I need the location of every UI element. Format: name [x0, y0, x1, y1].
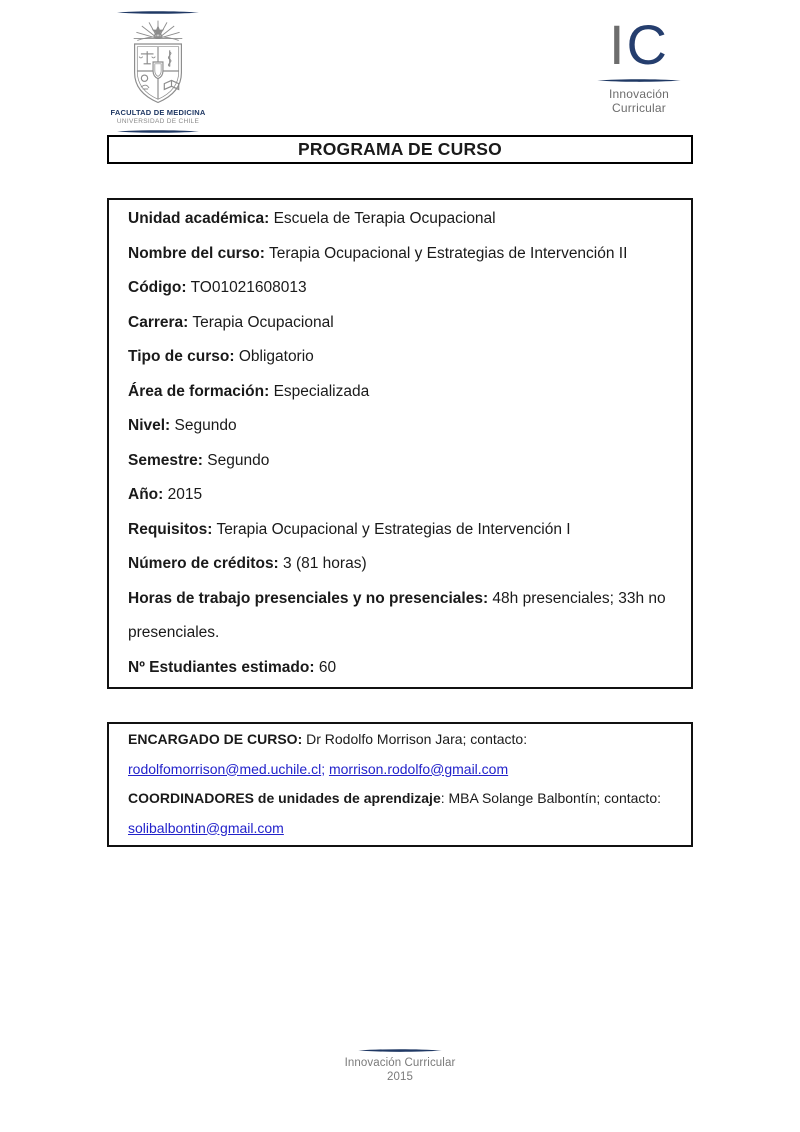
ic-monogram	[583, 13, 695, 76]
ic-letter-c: C	[626, 13, 669, 76]
field-label: Año:	[128, 486, 164, 503]
document-title-box	[107, 135, 693, 164]
email-link-rodolfomorrison[interactable]: rodolfomorrison@med.uchile.cl	[128, 760, 322, 777]
row-horas-de-trabajo	[128, 582, 675, 651]
field-label: Nivel:	[128, 417, 171, 434]
email-separator: ;	[321, 760, 326, 777]
row-semestre	[128, 444, 675, 479]
row-carrera	[128, 306, 675, 341]
field-label: Carrera:	[128, 313, 189, 331]
university-crest-icon	[126, 17, 190, 107]
faculty-logo	[108, 10, 208, 134]
staff-info-box	[107, 722, 693, 847]
encargado-line	[128, 725, 675, 755]
field-label: Horas de trabajo presenciales y no presenciales:	[128, 589, 489, 607]
field-value: Obligatorio	[238, 348, 314, 365]
field-value: Segundo	[174, 417, 237, 434]
field-label: Semestre:	[128, 451, 203, 469]
field-value: 60	[318, 658, 337, 676]
field-value: Terapia Ocupacional y Estrategias de Intervención I	[216, 520, 571, 538]
field-value: 3 (81 horas)	[283, 555, 367, 572]
field-label: Unidad académica:	[128, 210, 270, 227]
encargado-label: ENCARGADO DE CURSO:	[128, 731, 303, 747]
field-label: Área de formación:	[128, 382, 270, 400]
field-value: 48h presenciales; 33h no presenciales.	[128, 589, 666, 641]
footer-caption: Innovación Curricular	[344, 1057, 456, 1069]
row-tipo-de-curso	[128, 340, 675, 375]
row-codigo	[128, 271, 675, 306]
email-link-morrison-rodolfo[interactable]: morrison.rodolfo@gmail.com	[328, 760, 509, 777]
coordinadores-value: : MBA Solange Balbontín; contacto:	[440, 790, 661, 806]
footer-rule-icon	[340, 1048, 460, 1053]
field-value: Terapia Ocupacional	[192, 313, 334, 331]
ic-caption-line2: Curricular	[611, 100, 666, 115]
ic-caption-line1: Innovación	[608, 87, 670, 101]
page-footer	[0, 1048, 800, 1084]
field-value: 2015	[167, 486, 203, 503]
coordinadores-label: COORDINADORES de unidades de aprendizaje	[128, 790, 441, 806]
row-ano	[128, 478, 675, 513]
page-title: PROGRAMA DE CURSO	[297, 139, 502, 159]
field-label: Código:	[128, 279, 187, 296]
innovacion-curricular-logo	[583, 13, 695, 115]
ic-letter-i: I	[608, 13, 627, 76]
field-value: TO01021608013	[190, 279, 307, 296]
field-label: Número de créditos:	[128, 555, 279, 572]
crest-top-rule-icon	[117, 10, 199, 15]
ic-rule-icon	[585, 78, 693, 83]
row-estudiantes-estimado	[128, 651, 675, 686]
row-requisitos	[128, 513, 675, 548]
field-label: Requisitos:	[128, 520, 213, 538]
field-label: Tipo de curso:	[128, 348, 235, 365]
row-nombre-del-curso	[128, 237, 675, 272]
field-value: Escuela de Terapia Ocupacional	[273, 210, 496, 227]
encargado-emails-line	[128, 755, 675, 785]
coordinadores-email-line	[128, 814, 675, 844]
field-value: Terapia Ocupacional y Estrategias de Intervención II	[268, 244, 628, 262]
row-unidad-academica	[128, 202, 675, 237]
university-name: UNIVERSIDAD DE CHILE	[116, 118, 200, 125]
email-link-solibalbontin[interactable]: solibalbontin@gmail.com	[128, 819, 284, 836]
encargado-value: Dr Rodolfo Morrison Jara; contacto:	[306, 731, 528, 747]
crest-bottom-rule-icon	[117, 129, 199, 134]
row-numero-de-creditos	[128, 547, 675, 582]
faculty-name: FACULTAD DE MEDICINA	[110, 108, 206, 117]
field-value: Segundo	[207, 451, 270, 469]
row-area-de-formacion	[128, 375, 675, 410]
field-label: Nº Estudiantes estimado:	[128, 658, 315, 676]
row-nivel	[128, 409, 675, 444]
course-info-box	[107, 198, 693, 689]
footer-year: 2015	[387, 1070, 413, 1083]
coordinadores-line	[128, 784, 675, 814]
field-value: Especializada	[273, 382, 370, 400]
field-label: Nombre del curso:	[128, 244, 265, 262]
